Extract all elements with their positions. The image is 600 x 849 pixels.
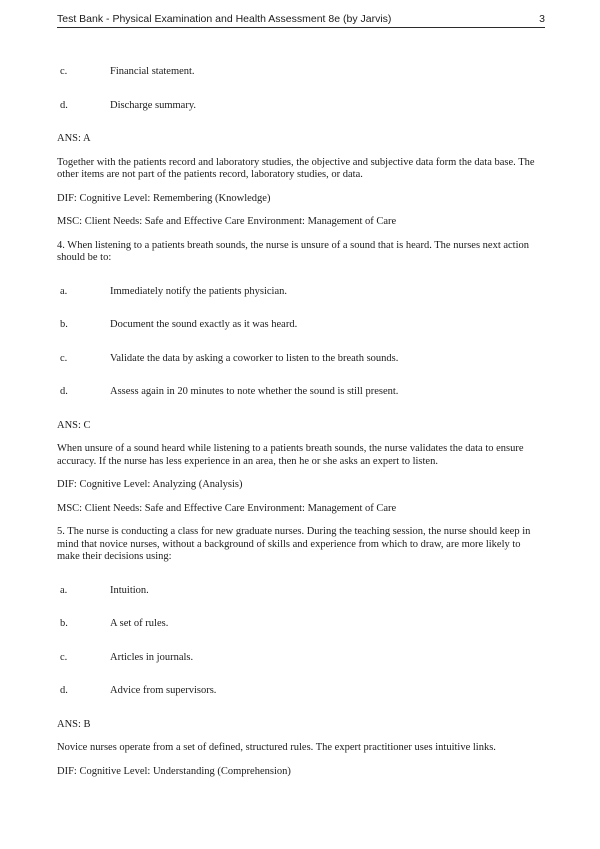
answer-line: ANS: B <box>57 718 91 730</box>
document-title: Test Bank - Physical Examination and Health Assessment 8e (by Jarvis) <box>57 13 392 25</box>
option-letter: c. <box>60 352 68 364</box>
option-letter: a. <box>60 285 68 297</box>
option-row <box>57 286 545 299</box>
feedback-text: When unsure of a sound heard while listening to a patients breath sounds, the nurse validates the data to ensure accuracy. If the nurse has less experience in an area, then he or she asks an expert to listen. <box>57 443 524 467</box>
dif-line: DIF: Cognitive Level: Understanding (Comprehension) <box>57 765 291 777</box>
option-letter: a. <box>60 584 68 596</box>
feedback-text: Together with the patients record and laboratory studies, the objective and subjective data form the data base. The other items are not part of the patients record, laboratory studies, or data. <box>57 156 535 180</box>
option-row <box>57 652 545 665</box>
option-text: Discharge summary. <box>110 99 197 111</box>
option-text: Validate the data by asking a coworker to listen to the breath sounds. <box>110 352 399 364</box>
option-row <box>57 618 545 631</box>
option-row <box>57 319 545 332</box>
option-text: A set of rules. <box>110 618 169 629</box>
option-text: Immediately notify the patients physician. <box>110 285 287 297</box>
answer-line: ANS: C <box>57 419 91 431</box>
question-block <box>57 240 545 516</box>
feedback-text: Novice nurses operate from a set of defined, structured rules. The expert practitioner uses intuitive links. <box>57 742 496 753</box>
question-stem: 5. The nurse is conducting a class for new graduate nurses. During the teaching session, the nurse should keep in mind that novice nurses, without a background of skills and experience from which to draw, are more likely to make their decisions using: <box>57 526 531 562</box>
question-block <box>57 66 545 229</box>
option-row <box>57 353 545 366</box>
option-letter: d. <box>60 99 68 111</box>
option-row <box>57 685 545 698</box>
option-letter: b. <box>60 319 68 330</box>
msc-line: MSC: Client Needs: Safe and Effective Care Environment: Management of Care <box>57 502 397 514</box>
option-text: Articles in journals. <box>110 651 194 663</box>
answer-line: ANS: A <box>57 133 91 144</box>
question-stem: 4. When listening to a patients breath sounds, the nurse is unsure of a sound that is heard. The nurses next action should be to: <box>57 239 530 263</box>
dif-line: DIF: Cognitive Level: Remembering (Knowledge) <box>57 192 271 204</box>
option-row <box>57 386 545 399</box>
option-letter: c. <box>60 66 68 77</box>
option-text: Financial statement. <box>110 66 195 77</box>
option-text: Assess again in 20 minutes to note whether the sound is still present. <box>110 386 399 397</box>
document-content <box>57 66 545 789</box>
option-row <box>57 66 545 79</box>
option-text: Document the sound exactly as it was heard. <box>110 319 298 330</box>
option-letter: d. <box>60 685 68 696</box>
option-letter: d. <box>60 386 68 397</box>
page-number: 3 <box>539 13 545 25</box>
option-letter: c. <box>60 651 68 663</box>
option-text: Advice from supervisors. <box>110 685 217 696</box>
msc-line: MSC: Client Needs: Safe and Effective Care Environment: Management of Care <box>57 216 397 227</box>
option-row <box>57 100 545 113</box>
question-block <box>57 526 545 778</box>
option-letter: b. <box>60 618 68 629</box>
option-text: Intuition. <box>110 584 149 596</box>
option-row <box>57 585 545 598</box>
page-header <box>57 13 545 28</box>
dif-line: DIF: Cognitive Level: Analyzing (Analysis) <box>57 479 243 490</box>
